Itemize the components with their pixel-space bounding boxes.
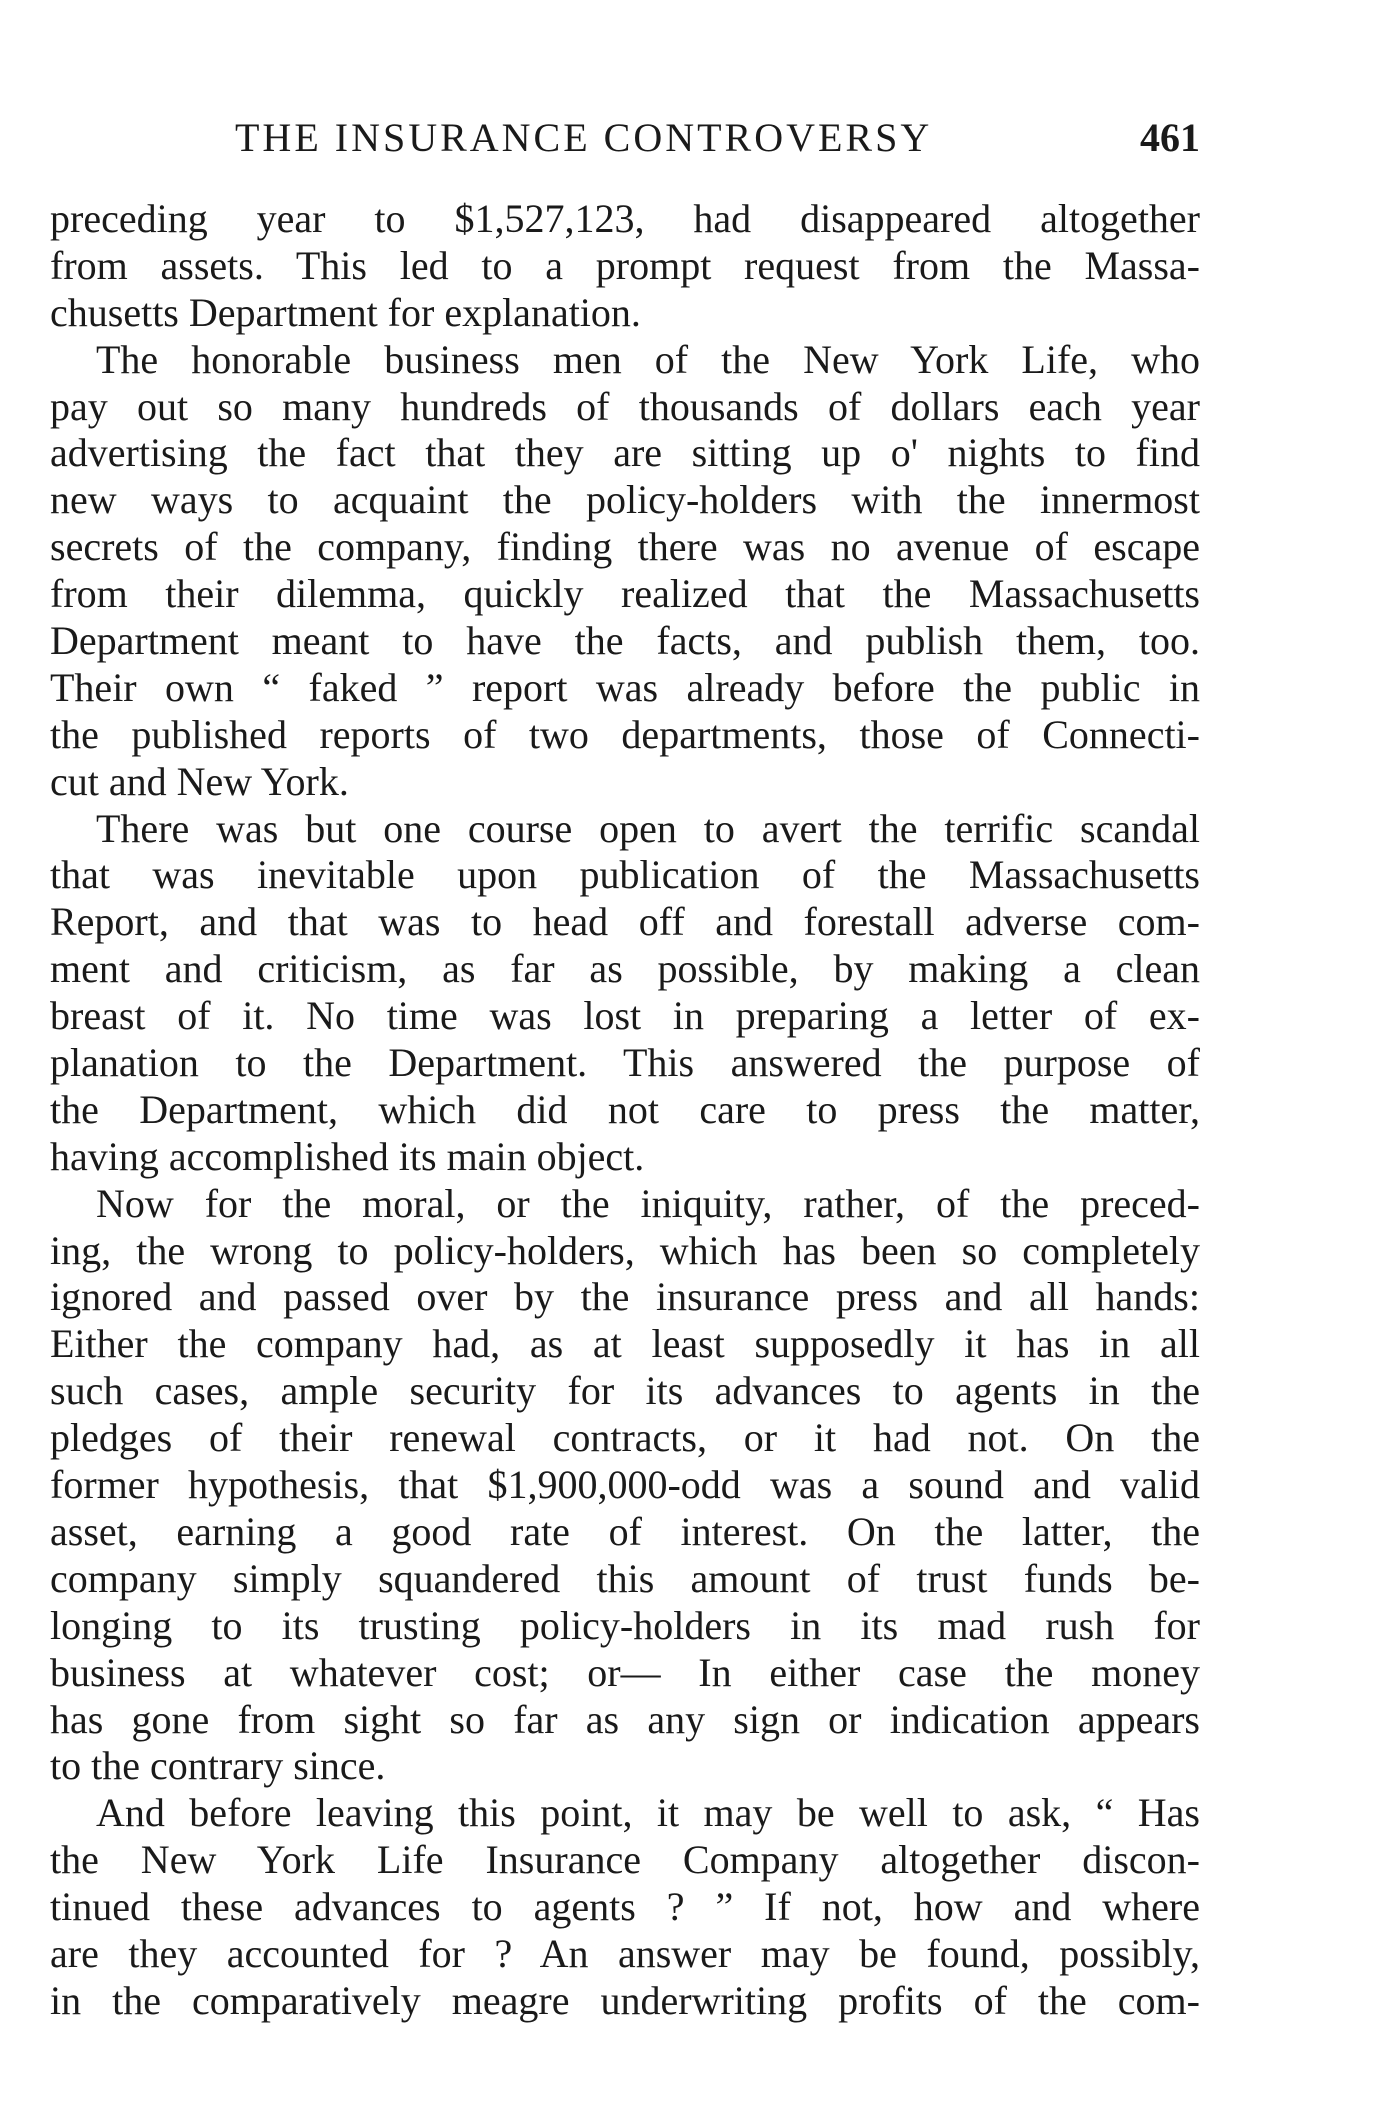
text-line: asset, earning a good rate of interest. On the latter, the xyxy=(50,1508,1200,1554)
text-line: such cases, ample security for its advances to agents in the xyxy=(50,1368,1200,1414)
text-line: that was inevitable upon publication of the Massachusetts xyxy=(50,852,1200,898)
text-line: And before leaving this point, it may be well to ask, “ Has xyxy=(96,1790,1200,1836)
text-line: breast of it. No time was lost in preparing a letter of ex- xyxy=(50,993,1200,1039)
text-line: from their dilemma, quickly realized that the Massachusetts xyxy=(50,571,1200,617)
text-line: company simply squandered this amount of trust funds be- xyxy=(50,1555,1200,1601)
text-line: Now for the moral, or the iniquity, rather, of the preced- xyxy=(96,1180,1200,1226)
text-line: having accomplished its main object. xyxy=(50,1133,645,1179)
paragraph xyxy=(50,196,1200,337)
text-line: Either the company had, as at least supposedly it has in all xyxy=(50,1321,1200,1367)
text-line: pledges of their renewal contracts, or it had not. On the xyxy=(50,1415,1200,1461)
text-line: pay out so many hundreds of thousands of dollars each year xyxy=(50,383,1200,429)
text-line: tinued these advances to agents ? ” If not, how and where xyxy=(50,1884,1200,1930)
text-line: advertising the fact that they are sitting up o' nights to find xyxy=(50,430,1200,476)
text-line: new ways to acquaint the policy-holders with the innermost xyxy=(50,477,1200,523)
text-line: in the comparatively meagre underwriting profits of the com- xyxy=(50,1977,1200,2023)
text-line: ignored and passed over by the insurance press and all hands: xyxy=(50,1274,1200,1320)
text-line: ing, the wrong to policy-holders, which has been so completely xyxy=(50,1227,1200,1273)
text-line: to the contrary since. xyxy=(50,1743,386,1789)
text-line: from assets. This led to a prompt request from the Massa- xyxy=(50,242,1200,288)
text-line: the published reports of two departments, those of Connecti- xyxy=(50,711,1200,757)
text-line: has gone from sight so far as any sign or indication appears xyxy=(50,1696,1200,1742)
paragraph xyxy=(50,1790,1200,2024)
text-line: The honorable business men of the New York Life, who xyxy=(96,336,1200,382)
paragraph xyxy=(50,337,1200,806)
text-line: There was but one course open to avert the terrific scandal xyxy=(96,805,1200,851)
text-line: secrets of the company, finding there was no avenue of escape xyxy=(50,524,1200,570)
running-head xyxy=(50,108,1200,168)
text-line: the Department, which did not care to press the matter, xyxy=(50,1086,1200,1132)
text-line: business at whatever cost; or— In either case the money xyxy=(50,1649,1200,1695)
text-line: former hypothesis, that $1,900,000-odd was a sound and valid xyxy=(50,1462,1200,1508)
text-line: are they accounted for ? An answer may be found, possibly, xyxy=(50,1930,1200,1976)
text-line: Report, and that was to head off and forestall adverse com- xyxy=(50,899,1200,945)
text-line: ment and criticism, as far as possible, by making a clean xyxy=(50,946,1200,992)
text-line: planation to the Department. This answered the purpose of xyxy=(50,1040,1200,1086)
text-line: chusetts Department for explanation. xyxy=(50,289,641,335)
text-line: cut and New York. xyxy=(50,758,349,804)
running-title: THE INSURANCE CONTROVERSY xyxy=(235,115,933,160)
paragraph xyxy=(50,1181,1200,1791)
paragraph xyxy=(50,806,1200,1181)
text-line: Department meant to have the facts, and publish them, too. xyxy=(50,618,1200,664)
text-line: Their own “ faked ” report was already before the public in xyxy=(50,664,1200,710)
body-text xyxy=(50,196,1200,2025)
text-line: longing to its trusting policy-holders in its mad rush for xyxy=(50,1602,1200,1648)
text-line: preceding year to $1,527,123, had disappeared altogether xyxy=(50,196,1200,241)
text-line: the New York Life Insurance Company altogether discon- xyxy=(50,1837,1200,1883)
page-number: 461 xyxy=(1140,115,1200,160)
